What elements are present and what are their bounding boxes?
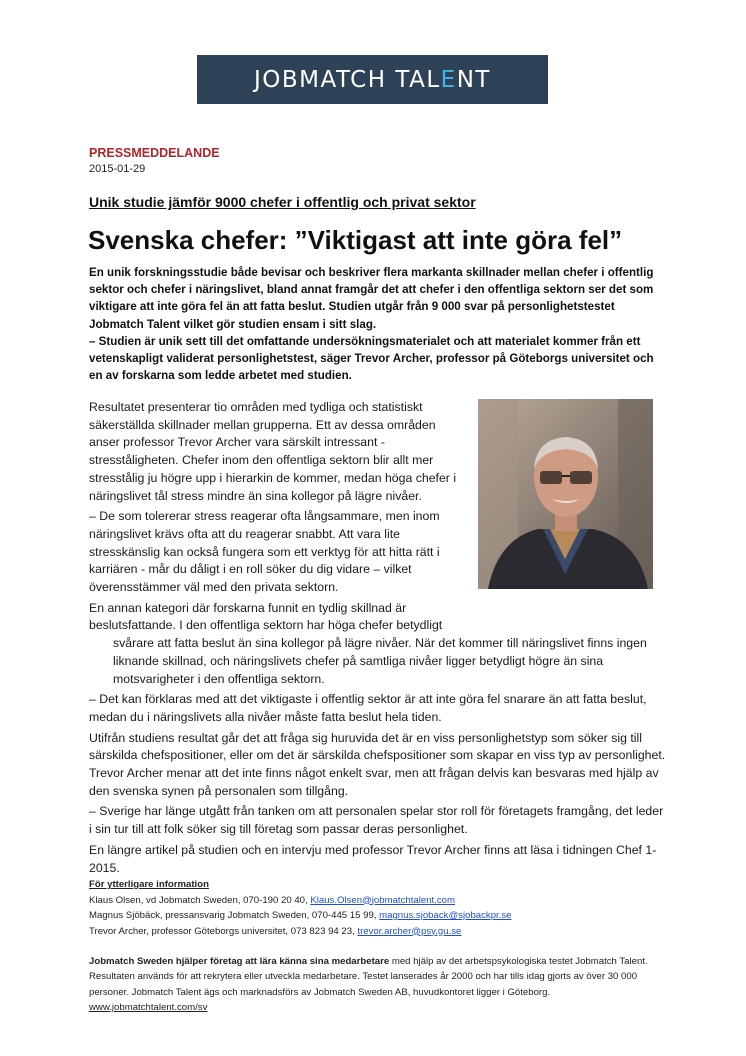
email-link[interactable]: magnus.sjoback@sjobackpr.se: [379, 910, 512, 921]
release-date: 2015-01-29: [89, 163, 146, 175]
press-release-label: PRESSMEDDELANDE: [89, 146, 220, 160]
body-paragraph: – Sverige har länge utgått från tanken om att personalen spelar stor roll för företagets framgång, det leder i sin tur till att folk söker sig till företag som passar deras personlighet.: [89, 804, 664, 837]
body-paragraph: En längre artikel på studien och en intervju med professor Trevor Archer finns att läsa i tidningen Chef 1-2015.: [89, 842, 657, 875]
lead-paragraphs: [89, 264, 669, 384]
contact-line: Magnus Sjöbäck, pressansvarig Jobmatch Sweden, 070-445 15 99, magnus.sjoback@sjobackpr.se: [89, 910, 512, 921]
body-paragraph: Resultatet presenterar tio områden med tydliga och statistiskt säkerställda skillnader mellan grupperna. Ett av dessa områden anser professor Trevor Archer vara särskilt intressant - stresståligheten. Chefer inom den offentliga sektorn blir allt mer stresstålig ju högre upp i hierarkin de kommer, medan höga chefer i näringslivet tål stress mindre än sina kollegor på lägre nivåer.: [89, 400, 457, 503]
logo-text: JOBMATCH TALENT: [254, 66, 491, 93]
logo-banner: [197, 55, 548, 104]
body-paragraph: Utifrån studiens resultat går det att fråga sig huruvida det är en viss personlighetstyp som söker sig till särskilda chefspositioner, eller om det är särskilda chefspositioner som skapar en viss typ av personlighet. Trevor Archer menar att det inte finns något enkelt svar, men att frågan delvis kan besvaras med hjälp av den svenska synen på personalen som tillgång.: [89, 730, 666, 798]
body-paragraph: En annan kategori där forskarna funnit en tydlig skillnad är beslutsfattande. I den offentliga sektorn har höga chefer betydligt svårare att fatta beslut än sina kollegor på lägre nivåer. När det kommer till näringslivet finns ingen liknande skillnad, och näringslivets chefer på samtliga nivåer ligger betydligt högre än sina motsvarigheter i den offentliga sektorn.: [89, 600, 647, 686]
subtitle: Unik studie jämför 9000 chefer i offentlig och privat sektor: [89, 194, 476, 210]
about-company: Jobmatch Sweden hjälper företag att lära känna sina medarbetare med hjälp av det arbetspsykologiska testet Jobmatch Talent. Resultaten används för att rekrytera eller utveckla medarbetare. Testet lanserades år 2000 och har tills idag gjorts av över 30 000 personer. Jobmatch Talent ägs och marknadsförs av Jobmatch Sweden AB, huvudkontoret ligger i Göteborg. www.jobmatchtalent.com/sv: [89, 956, 648, 1014]
body-paragraph: – Det kan förklaras med att det viktigaste i offentlig sektor är att inte göra fel snarare än att fatta beslut, medan du i näringslivets alla nivåer måste fatta beslut hela tiden.: [89, 692, 647, 724]
contact-line: Klaus Olsen, vd Jobmatch Sweden, 070-190 20 40, Klaus.Olsen@jobmatchtalent.com: [89, 894, 455, 906]
lead-paragraph: En unik forskningsstudie både bevisar och beskriver flera markanta skillnader mellan chefer i offentlig sektor och chefer i näringslivet, bland annat framgår det att chefer i den offentliga sektorn ser det som viktigare att inte göra fel än att fatta beslut. Studien utgår från 9 000 svar på personlighetstestet Jobmatch Talent vilket gör studien ensam i sitt slag.: [89, 266, 654, 331]
body-text: [89, 399, 669, 880]
email-link[interactable]: Klaus.Olsen@jobmatchtalent.com: [310, 894, 455, 906]
about-bold: Jobmatch Sweden hjälper företag att lära känna sina medarbetare: [89, 956, 390, 967]
contact-info: [89, 877, 689, 939]
email-link[interactable]: trevor.archer@psy.gu.se: [357, 925, 462, 937]
lead-quote: – Studien är unik sett till det omfattande undersökningsmaterialet och att materialet kommer från ett vetenskapligt validerat personlighetstest, säger Trevor Archer, professor på Göteborgs universitet och en av forskarna som ledde arbetet med studien.: [89, 334, 654, 383]
contact-line: Trevor Archer, professor Göteborgs universitet, 073 823 94 23, trevor.archer@psy.gu.se: [89, 925, 462, 937]
website-link[interactable]: www.jobmatchtalent.com/sv: [89, 1002, 208, 1014]
contact-heading: För ytterligare information: [89, 879, 209, 890]
body-paragraph: – De som tolererar stress reagerar ofta långsammare, men inom näringslivet krävs ofta att du reagerar snabbt. Att vara lite stresskänslig kan också fungera som ett verktyg för att hitta rätt i karriären - mår du dåligt i en roll söker du dig vidare – vilket överensstämmer väl med den privata sektorn.: [89, 509, 440, 595]
headline: Svenska chefer: ”Viktigast att inte göra fel”: [88, 225, 623, 255]
